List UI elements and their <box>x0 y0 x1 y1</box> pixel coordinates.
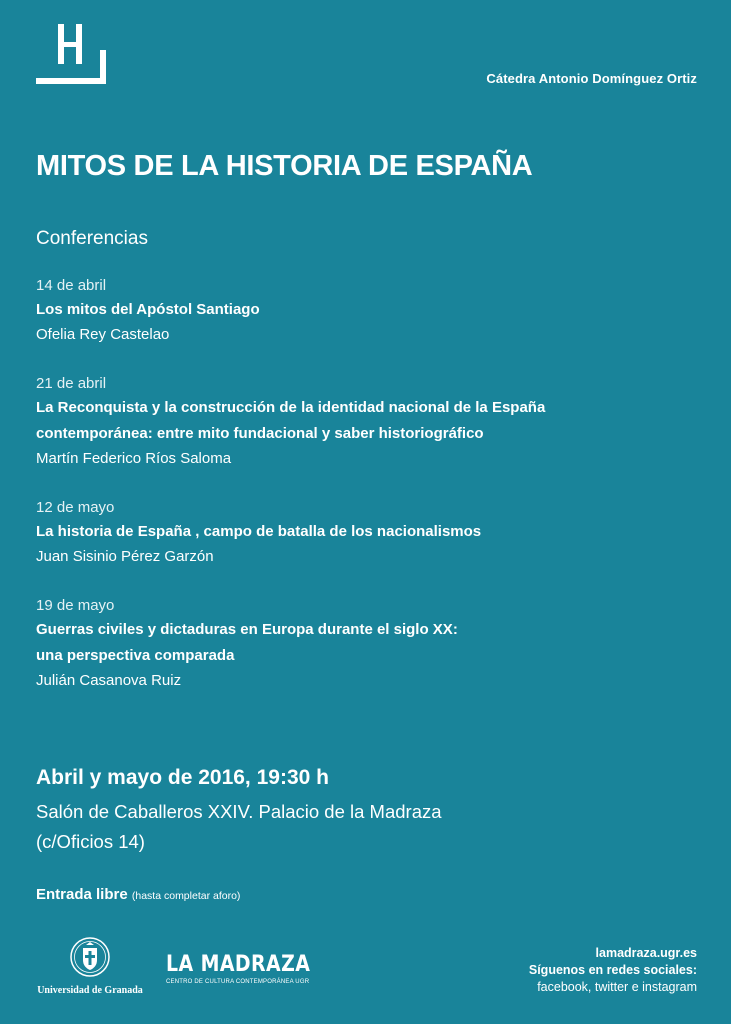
madraza-subtitle: CENTRO DE CULTURA CONTEMPORÁNEA UGR <box>166 979 310 985</box>
social-label: Síguenos en redes sociales: <box>528 963 697 977</box>
conference-item <box>36 275 696 347</box>
madraza-name: LA MADRAZA <box>166 952 311 977</box>
venue-line: Salón de Caballeros XXIV. Palacio de la Madraza <box>36 801 442 822</box>
conference-date: 12 de mayo <box>36 499 115 516</box>
conference-speaker: Martín Federico Ríos Saloma <box>36 450 232 467</box>
conference-list <box>36 275 696 693</box>
conference-title: La historia de España , campo de batalla de los nacionalismos <box>36 523 482 540</box>
conference-speaker: Juan Sisinio Pérez Garzón <box>36 548 214 565</box>
conference-speaker: Ofelia Rey Castelao <box>36 326 170 343</box>
admission-info <box>36 886 240 903</box>
ugr-label: Universidad de Granada <box>37 985 143 996</box>
event-venue <box>36 797 636 857</box>
admission-label: Entrada libre <box>36 886 128 903</box>
conference-title: La Reconquista y la construcción de la identidad nacional de la España <box>36 399 546 416</box>
website-link[interactable]: lamadraza.ugr.es <box>595 946 697 960</box>
conference-item <box>36 595 696 693</box>
admission-note: (hasta completar aforo) <box>131 890 241 902</box>
conference-title: Los mitos del Apóstol Santiago <box>36 301 260 318</box>
conference-date: 21 de abril <box>36 375 107 392</box>
conference-date: 14 de abril <box>36 277 107 294</box>
conference-item <box>36 497 696 569</box>
event-dates-time: Abril y mayo de 2016, 19:30 h <box>36 766 329 789</box>
madraza-logo <box>166 952 334 985</box>
ugr-logo <box>34 936 146 996</box>
catedra-name: Cátedra Antonio Domínguez Ortiz <box>486 71 697 86</box>
section-heading: Conferencias <box>36 228 148 249</box>
venue-line: (c/Oficios 14) <box>36 831 145 852</box>
conference-item <box>36 373 696 471</box>
conference-title: Guerras civiles y dictaduras en Europa durante el siglo XX: <box>36 621 458 638</box>
conference-title: una perspectiva comparada <box>36 647 235 664</box>
page-title: MITOS DE LA HISTORIA DE ESPAÑA <box>36 150 533 182</box>
conference-speaker: Julián Casanova Ruiz <box>36 672 182 689</box>
conference-title: contemporánea: entre mito fundacional y saber historiográfico <box>36 425 484 442</box>
conference-date: 19 de mayo <box>36 597 115 614</box>
ugr-crest-icon <box>68 936 112 978</box>
social-list: facebook, twitter e instagram <box>537 980 697 994</box>
contact-info <box>529 945 697 996</box>
madraza-h-logo <box>36 22 106 84</box>
